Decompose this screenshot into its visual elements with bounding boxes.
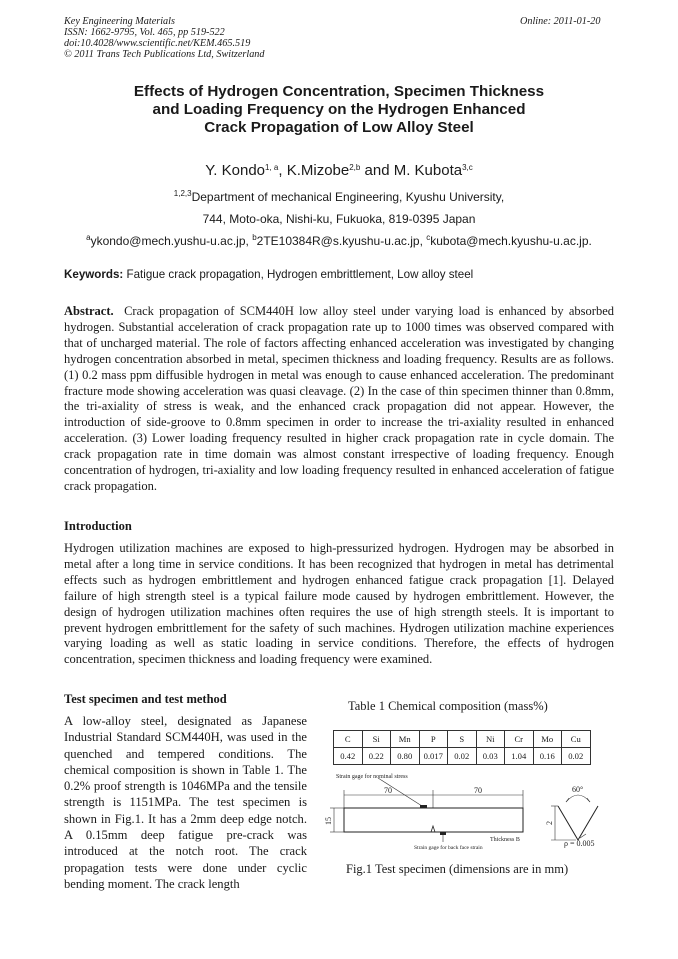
table-header-row (334, 731, 591, 748)
affiliation-text: Department of mechanical Engineering, Kyushu University, (191, 190, 505, 204)
notch-detail (558, 806, 598, 840)
table-cell: 0.80 (391, 748, 420, 765)
notch-angle: 60° (572, 785, 584, 794)
notch-depth: 2 (545, 821, 554, 825)
table-cell: 0.03 (476, 748, 505, 765)
journal-issn: ISSN: 1662-9795, Vol. 465, pp 519-522 (64, 27, 225, 38)
table-cell: 0.02 (562, 748, 591, 765)
introduction-text: Hydrogen utilization machines are exposed to high-pressurized hydrogen. Hydrogen may be absorbed in metal after a long time in service conditions. It has been recognized that hydrogen in metal has detrimental effects such as hydrogen embrittlement and hydrogen enhanced fatigue crack propagation [1]. Delayed failure of high strength steel is a typical failure mode caused by hydrogen embrittlement. However, the design of hydrogen utilization machines often requires the use of high strength steels. It is important to prevent hydrogen embrittlement for the safety of such machines. Hydrogen utilization machine experiences varying loading as well as static loading in service conditions. Therefore, the effects of hydrogen concentration, specimen thickness and loading frequency were examined. (64, 541, 614, 667)
abstract-label: Abstract. (64, 304, 114, 318)
author-and: and (364, 162, 390, 179)
table-cell: 0.017 (419, 748, 448, 765)
affiliation-sup: 1,2,3 (173, 189, 192, 198)
table-row (334, 748, 591, 765)
email-link[interactable]: ykondo@mech.yushu-u.ac.jp, (90, 234, 249, 248)
email-link[interactable]: kubota@mech.kyushu-u.ac.jp. (430, 234, 592, 248)
paper-title (60, 83, 618, 137)
keywords-label: Keywords: (64, 268, 124, 281)
table-cell: Cr (505, 731, 534, 748)
journal-name: Key Engineering Materials (64, 16, 175, 27)
title-line-1: Effects of Hydrogen Concentration, Specimen Thickness (133, 83, 545, 100)
affiliation-line-2: 744, Moto-oka, Nishi-ku, Fukuoka, 819-0395 Japan (202, 212, 476, 226)
table-cell: Cu (562, 731, 591, 748)
specimen-diagram (318, 768, 618, 852)
abstract (64, 304, 614, 495)
test-method-heading: Test specimen and test method (64, 692, 227, 706)
title-line-3: Crack Propagation of Low Alloy Steel (204, 119, 474, 136)
affiliation-line-1 (0, 190, 678, 204)
table-cell: Mo (533, 731, 562, 748)
table-cell: 0.16 (533, 748, 562, 765)
table-cell: Mn (391, 731, 420, 748)
table-cell: 0.22 (362, 748, 391, 765)
title-line-2: and Loading Frequency on the Hydrogen Enhanced (152, 101, 526, 118)
angle-arc (566, 795, 590, 802)
strain-gage-bottom (440, 832, 446, 835)
table-cell: Si (362, 731, 391, 748)
table-cell: C (334, 731, 363, 748)
table-cell: 0.42 (334, 748, 363, 765)
author-name: K.Mizobe (286, 162, 350, 179)
author-name: M. Kubota (393, 162, 463, 179)
dimension-height: 15 (324, 817, 333, 825)
notch-radius: ρ = 0.005 (564, 839, 595, 848)
strain-gage-top (420, 805, 427, 808)
email-sup: b (252, 233, 257, 242)
table-cell: 0.02 (448, 748, 477, 765)
author-sup: 3,c (462, 163, 473, 172)
author-name: Y. Kondo (205, 162, 265, 179)
abstract-text: Crack propagation of SCM440H low alloy steel under varying load is enhanced by absorbed hydrogen. Substantial acceleration of crack propagation rate up to 1000 times was observed compared with that of uncharged material. The role of factors affecting enhanced acceleration was investigated by changing hydrogen concentration absorbed in metal, specimen thickness and loading frequency. Results are as follows. (1) 0.2 mass ppm diffusible hydrogen in metal was enough to cause enhanced acceleration. The predominant fracture mode showing acceleration was quasi cleavage. (2) In the case of thin specimen thinner than 0.8mm, the tri-axiality of stress is weak, and the enhanced crack propagation did not appear. However, the introduction of side-groove to 0.8mm specimen in order to increase the tri-axiality resulted in enhanced acceleration. (3) Lower loading frequency resulted in higher crack propagation rate in cycle domain. The crack propagation rate in time domain was almost constant irrespective of loading frequency. Enough concentration of hydrogen, tri-axiality and low loading frequency resulted in enhanced acceleration of fatigue crack propagation. (64, 304, 614, 493)
dimension-left: 70 (384, 786, 392, 795)
table-caption: Table 1 Chemical composition (mass%) (348, 699, 548, 713)
strain-gage-back-label: Strain gage for back face strain (414, 845, 483, 851)
journal-info (64, 16, 264, 60)
online-date: Online: 2011-01-20 (520, 16, 601, 27)
author-sup: 2,b (349, 163, 361, 172)
chemical-composition-table (333, 730, 591, 765)
keywords-text: Fatigue crack propagation, Hydrogen embrittlement, Low alloy steel (126, 268, 474, 281)
author-list: Y. Kondo$^{1, a}$, K.Mizobe$^{2,b}$ and M. Kubota$^{3,c}$ (205, 162, 473, 179)
thickness-label: Thickness B (490, 837, 520, 843)
journal-copyright: © 2011 Trans Tech Publications Ltd, Switzerland (64, 49, 265, 60)
table-cell: Ni (476, 731, 505, 748)
email-sup: a (86, 233, 91, 242)
email-sup: c (426, 233, 431, 242)
email-list (0, 234, 678, 248)
introduction-heading: Introduction (64, 519, 132, 533)
table-cell: 1.04 (505, 748, 534, 765)
email-link[interactable]: 2TE10384R@s.kyushu-u.ac.jp, (256, 234, 423, 248)
author-sup: 1, a (265, 163, 279, 172)
table-cell: S (448, 731, 477, 748)
keywords (64, 268, 473, 281)
test-method-text: A low-alloy steel, designated as Japanese Industrial Standard SCM440H, was used in the quenched and tempered conditions. The chemical composition is shown in Table 1. The 0.2% proof strength is 1046MPa and the tensile strength is 1151MPa. The test specimen is shown in Fig.1. It has a 2mm deep edge notch. A 0.15mm deep fatigue pre-crack was introduced at the notch root. The crack propagation tests were done under cyclic bending moment. The crack length (64, 714, 307, 891)
journal-doi: doi:10.4028/www.scientific.net/KEM.465.519 (64, 38, 251, 49)
figure-caption: Fig.1 Test specimen (dimensions are in mm) (346, 862, 569, 876)
strain-gage-nominal-label: Strain gage for nominal stress (336, 774, 408, 780)
notch (431, 826, 435, 832)
dimension-right: 70 (474, 786, 482, 795)
table-cell: P (419, 731, 448, 748)
